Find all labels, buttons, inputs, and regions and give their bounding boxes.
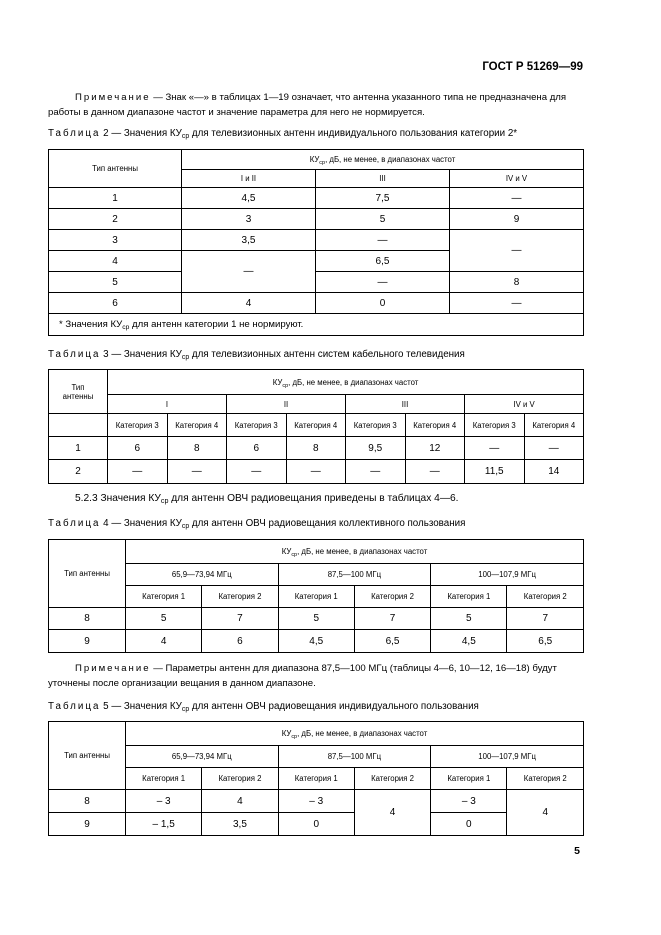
band-header: 87,5—100 МГц (278, 564, 431, 586)
table-cell: 6,5 (316, 251, 450, 272)
table-cell: 7 (354, 608, 430, 630)
table-3 (48, 369, 584, 484)
column-header-antenna-type: Тип антенны (49, 370, 108, 414)
table-cell: 1 (49, 188, 182, 209)
band-header: 100—107,9 МГц (431, 564, 584, 586)
caption-label: Таблица (48, 128, 101, 139)
column-header-antenna-type: Тип антенны (49, 722, 126, 790)
table-cell: 6 (202, 630, 278, 653)
category-header: Категория 1 (431, 586, 507, 608)
table-cell: 8 (286, 437, 346, 460)
table-cell: 0 (278, 813, 354, 836)
table-row (49, 230, 584, 251)
band-header: 65,9—73,94 МГц (126, 564, 279, 586)
table-cell: — (182, 251, 316, 293)
table-cell: — (227, 460, 287, 484)
table-cell: 6 (108, 437, 168, 460)
table-cell: 8 (450, 272, 584, 293)
paragraph-5-2-3: 5.2.3 Значения $КУ_{ср}$ для антенн ОВЧ радиовещания приведены в таблицах 4—6. (75, 493, 459, 505)
category-header: Категория 3 (346, 414, 406, 437)
band-header: I (108, 395, 227, 414)
category-header: Категория 1 (278, 768, 354, 790)
table-cell: 7 (202, 608, 278, 630)
table-cell: 11,5 (465, 460, 525, 484)
table-cell: 5 (431, 608, 507, 630)
table-cell: 0 (431, 813, 507, 836)
caption-text: для антенн ОВЧ радиовещания коллективного пользования (189, 518, 466, 529)
table-cell: — (524, 437, 584, 460)
caption-text: для телевизионных антенн индивидуального пользования категории 2* (189, 128, 518, 139)
table-footnote: * Значения $КУ_{ср}$ для антенн категории 1 не нормируют. (49, 314, 584, 336)
table-5 (48, 721, 584, 836)
table-cell: 5 (278, 608, 354, 630)
table-row (49, 188, 584, 209)
caption-text: для антенн ОВЧ радиовещания индивидуального пользования (189, 701, 479, 712)
table-cell: 4 (182, 293, 316, 314)
band-header: III (316, 170, 450, 188)
table-cell: 4,5 (278, 630, 354, 653)
table-cell: 3 (182, 209, 316, 230)
band-header: III (346, 395, 465, 414)
table-cell: 8 (49, 790, 126, 813)
category-header: Категория 2 (202, 586, 278, 608)
document-standard-number: ГОСТ Р 51269—99 (482, 61, 583, 73)
table-cell: — (316, 230, 450, 251)
category-header: Категория 1 (126, 768, 202, 790)
table-cell: – 3 (126, 790, 202, 813)
table-cell: 1 (49, 437, 108, 460)
table-cell: 5 (49, 272, 182, 293)
caption-label: Таблица (48, 349, 101, 360)
table-cell: 8 (49, 608, 126, 630)
table-cell: 6,5 (354, 630, 430, 653)
note-2-label: Примечание (75, 663, 151, 674)
table-cell: — (450, 230, 584, 272)
table-cell: — (450, 293, 584, 314)
category-header: Категория 4 (524, 414, 584, 437)
table-row (49, 813, 584, 836)
table-cell: 4,5 (431, 630, 507, 653)
table-cell: 3,5 (202, 813, 278, 836)
table-2-caption (48, 128, 517, 139)
caption-subscript: ср (181, 523, 190, 530)
note-1-label: Примечание (75, 92, 151, 103)
category-header: Категория 4 (167, 414, 227, 437)
note-2-text: — Параметры антенн для диапазона 87,5—100 МГц (таблицы 4—6, 10—12, 16—18) будут уточнены после организации вещания в данном диапазоне. (48, 663, 557, 689)
table-cell: — (465, 437, 525, 460)
column-group-header: $КУ_{ср}$, дБ, не менее, в диапазонах частот (182, 150, 584, 170)
table-cell: 7 (507, 608, 584, 630)
category-header: Категория 2 (202, 768, 278, 790)
band-header: IV и V (450, 170, 584, 188)
column-group-header: $КУ_{ср}$, дБ, не менее, в диапазонах частот (108, 370, 584, 395)
table-4-caption (48, 518, 465, 529)
table-cell: 8 (167, 437, 227, 460)
page-number: 5 (574, 845, 580, 857)
table-cell: 2 (49, 209, 182, 230)
caption-subscript: ср (181, 354, 190, 361)
table-cell: 5 (316, 209, 450, 230)
table-cell: 3 (49, 230, 182, 251)
table-cell: 6 (49, 293, 182, 314)
caption-number: 5 — Значения КУ (100, 701, 182, 712)
category-header: Категория 1 (126, 586, 202, 608)
table-cell: 9 (49, 813, 126, 836)
table-cell: — (108, 460, 168, 484)
caption-label: Таблица (48, 518, 101, 529)
table-cell: 7,5 (316, 188, 450, 209)
band-header: 100—107,9 МГц (431, 746, 584, 768)
table-2 (48, 149, 584, 336)
table-cell: 0 (316, 293, 450, 314)
caption-number: 2 — Значения КУ (100, 128, 182, 139)
category-header: Категория 4 (405, 414, 465, 437)
table-cell: — (286, 460, 346, 484)
band-header: II (227, 395, 346, 414)
caption-number: 4 — Значения КУ (100, 518, 182, 529)
category-header: Категория 1 (278, 586, 354, 608)
column-header-antenna-type: Тип антенны (49, 540, 126, 608)
table-cell (49, 414, 108, 437)
table-row (49, 460, 584, 484)
table-cell: 6 (227, 437, 287, 460)
category-header: Категория 3 (465, 414, 525, 437)
note-2 (48, 661, 584, 691)
table-cell: 3,5 (182, 230, 316, 251)
caption-number: 3 — Значения КУ (100, 349, 182, 360)
note-1 (48, 90, 584, 120)
category-header: Категория 3 (108, 414, 168, 437)
band-header: IV и V (465, 395, 584, 414)
table-cell: – 1,5 (126, 813, 202, 836)
category-header: Категория 1 (431, 768, 507, 790)
column-group-header: $КУ_{ср}$, дБ, не менее, в диапазонах частот (126, 722, 584, 746)
category-header: Категория 2 (507, 768, 584, 790)
table-3-caption (48, 349, 465, 360)
caption-subscript: ср (181, 133, 190, 140)
table-cell: 9,5 (346, 437, 406, 460)
table-cell: 6,5 (507, 630, 584, 653)
table-cell: — (167, 460, 227, 484)
table-cell: 9 (450, 209, 584, 230)
band-header: 87,5—100 МГц (278, 746, 431, 768)
table-row (49, 630, 584, 653)
table-cell: 5 (126, 608, 202, 630)
column-group-header: $КУ_{ср}$, дБ, не менее, в диапазонах частот (126, 540, 584, 564)
table-cell: – 3 (431, 790, 507, 813)
table-row (49, 790, 584, 813)
table-cell: 4 (49, 251, 182, 272)
table-cell: 9 (49, 630, 126, 653)
table-cell: — (405, 460, 465, 484)
table-row (49, 608, 584, 630)
table-4 (48, 539, 584, 653)
category-header: Категория 2 (507, 586, 584, 608)
table-cell: — (316, 272, 450, 293)
table-row (49, 209, 584, 230)
table-cell: 4 (507, 790, 584, 836)
table-5-caption (48, 701, 479, 712)
category-header: Категория 2 (354, 768, 430, 790)
table-cell: 12 (405, 437, 465, 460)
table-cell: 14 (524, 460, 584, 484)
note-1-text: — Знак «—» в таблицах 1—19 означает, что антенна указанного типа не предназначена для работы в данном диапазоне частот и значение параметра для него не нормируется. (48, 92, 567, 118)
table-cell: 4 (202, 790, 278, 813)
band-header: 65,9—73,94 МГц (126, 746, 279, 768)
band-header: I и II (182, 170, 316, 188)
table-cell: 4 (126, 630, 202, 653)
table-cell: — (450, 188, 584, 209)
caption-text: для телевизионных антенн систем кабельного телевидения (189, 349, 465, 360)
table-row (49, 293, 584, 314)
table-row (49, 272, 584, 293)
table-cell: 4,5 (182, 188, 316, 209)
table-row (49, 437, 584, 460)
category-header: Категория 4 (286, 414, 346, 437)
caption-subscript: ср (181, 706, 190, 713)
category-header: Категория 3 (227, 414, 287, 437)
table-cell: – 3 (278, 790, 354, 813)
table-cell: 2 (49, 460, 108, 484)
table-cell: — (346, 460, 406, 484)
caption-label: Таблица (48, 701, 101, 712)
category-header: Категория 2 (354, 586, 430, 608)
table-cell: 4 (354, 790, 430, 836)
column-header-antenna-type: Тип антенны (49, 150, 182, 188)
